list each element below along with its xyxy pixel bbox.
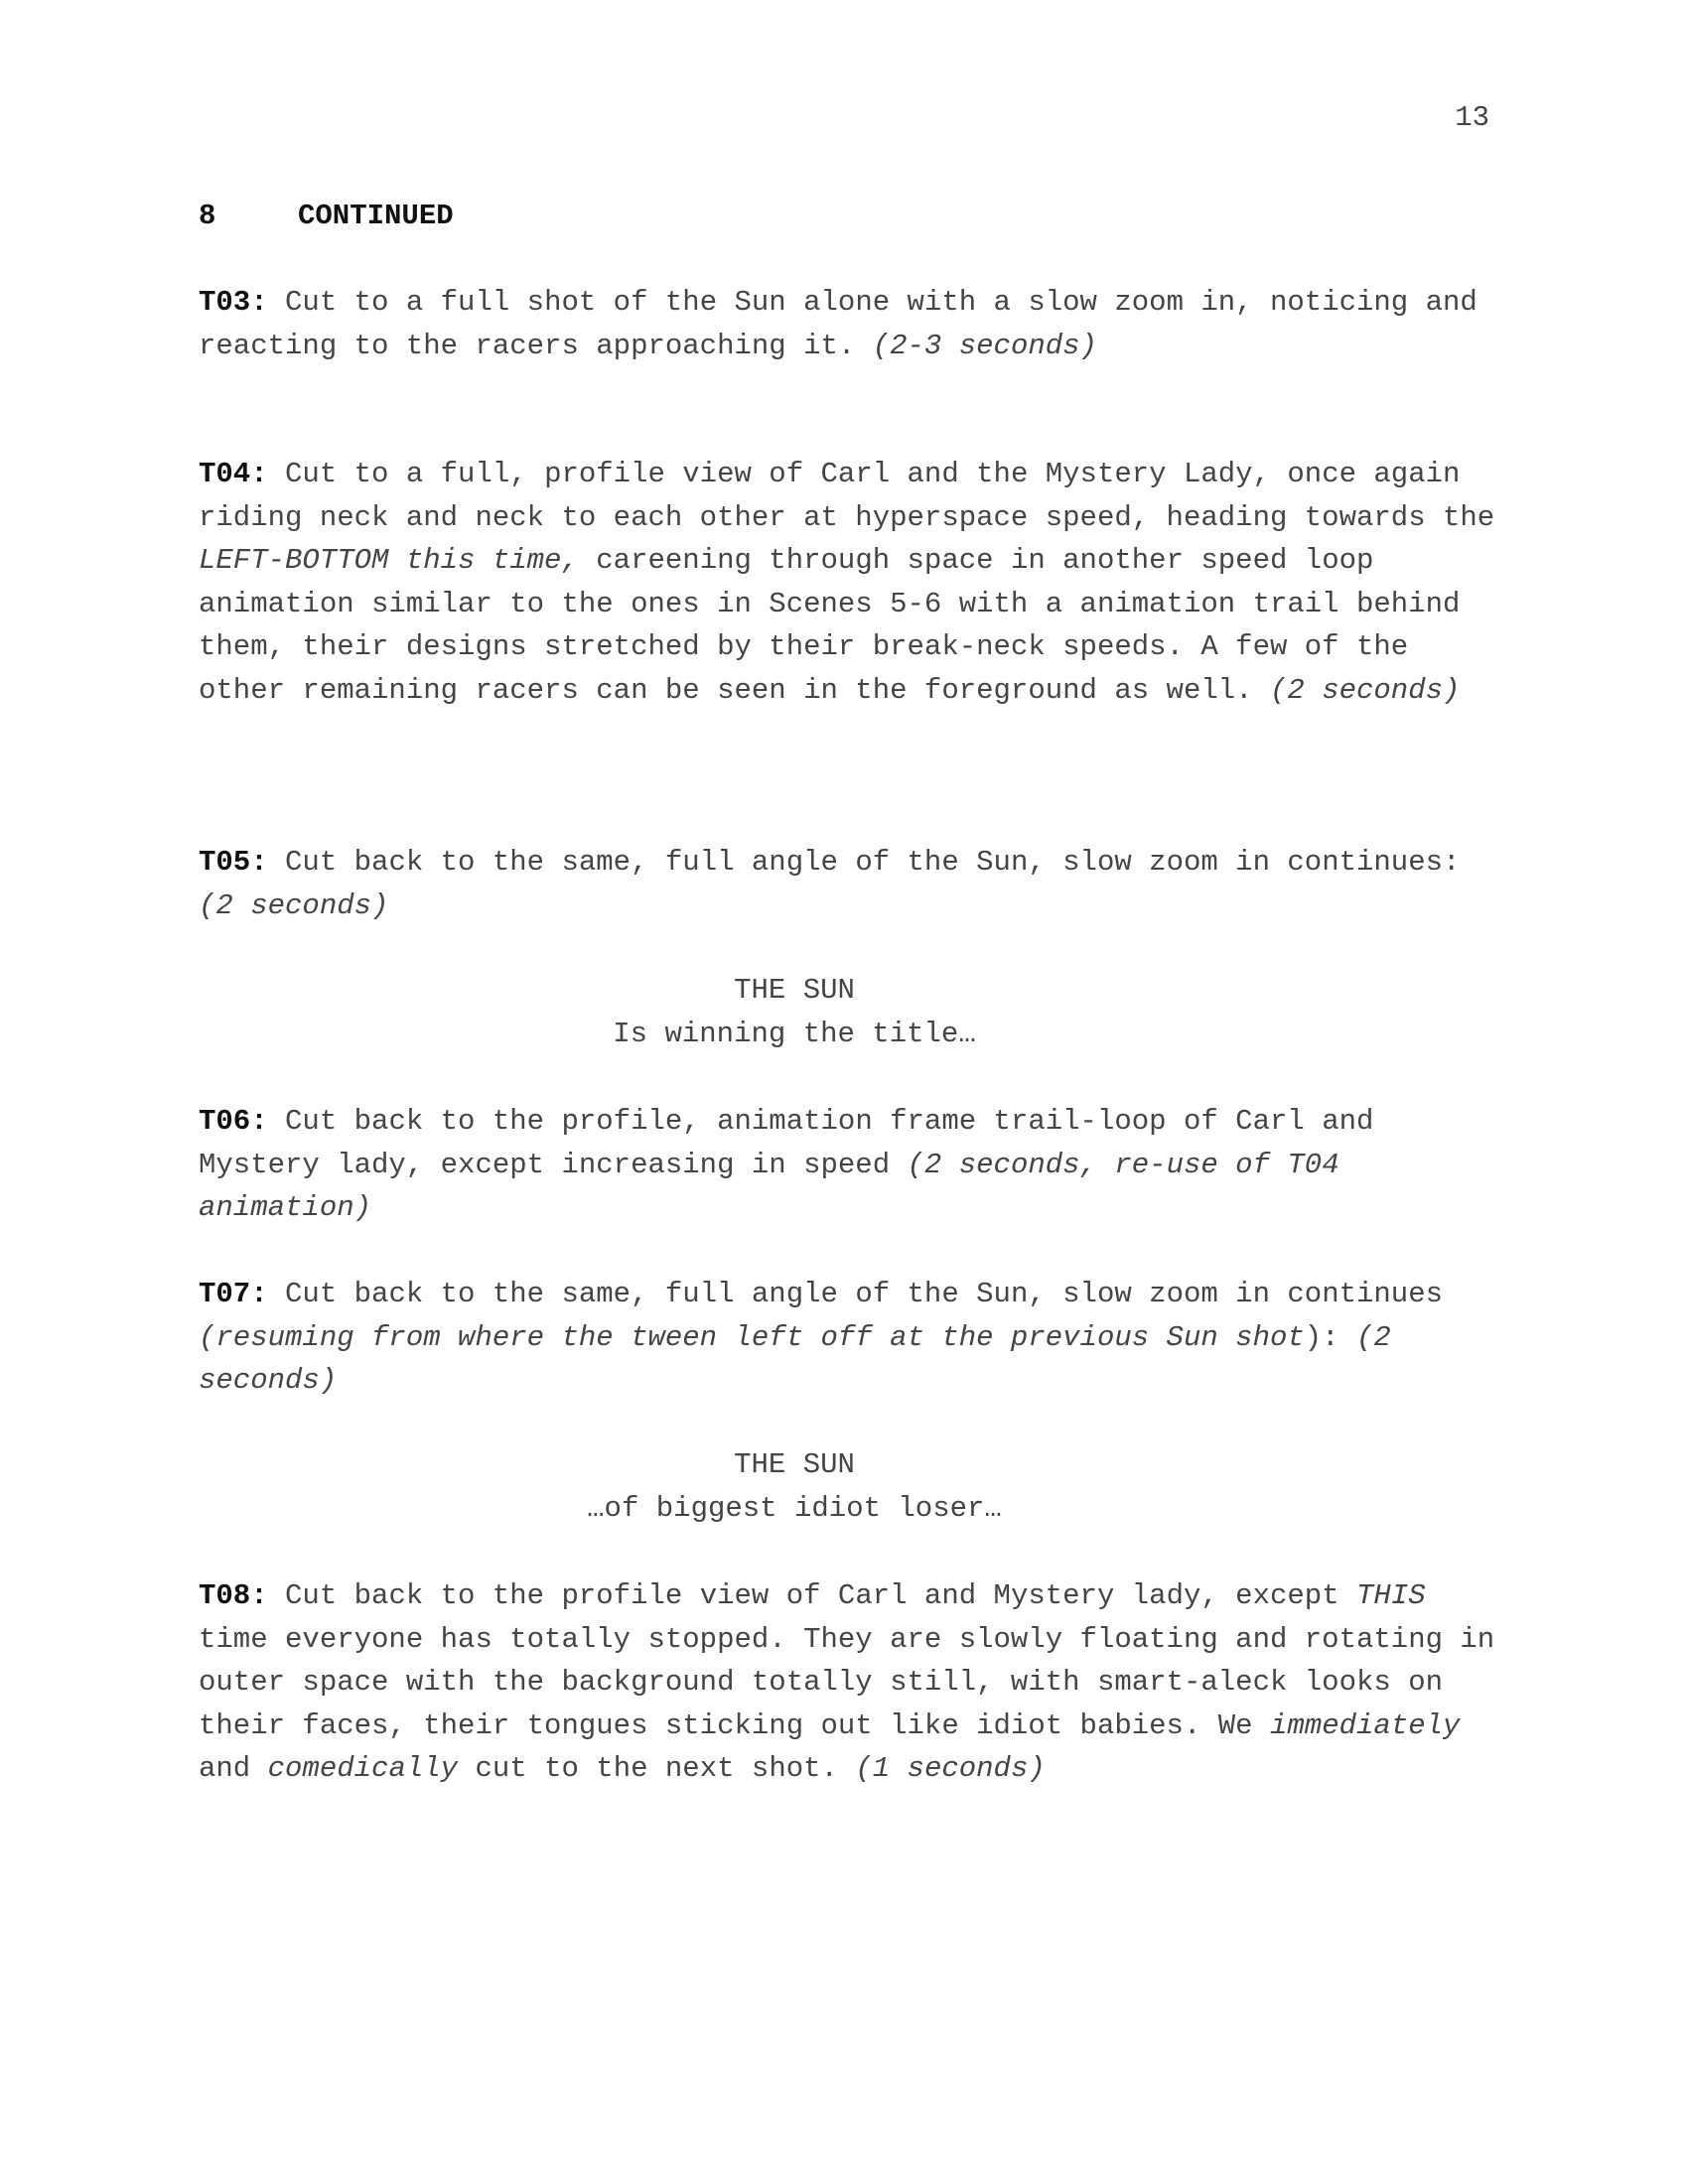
shot-id: T07:	[199, 1278, 268, 1310]
shot-text: Cut back to the same, full angle of the Sun, slow zoom in continues	[267, 1278, 1444, 1310]
shot-t06	[199, 1100, 1499, 1230]
shot-emphasis: THIS	[1356, 1579, 1426, 1612]
shot-timing: (2 seconds)	[1269, 673, 1461, 707]
dialogue-sun-2	[0, 1443, 1589, 1530]
shot-text: ):	[1304, 1320, 1356, 1354]
dialogue-sun-1	[0, 969, 1589, 1055]
shot-t05	[199, 841, 1499, 927]
shot-text: Cut back to the profile view of Carl and Mystery lady, except	[267, 1579, 1357, 1612]
dialogue-speaker: THE SUN	[734, 974, 855, 1007]
shot-text: Cut to a full, profile view of Carl and the Mystery Lady, once again riding neck and neck to each other at hyperspace speed, heading towards the	[199, 458, 1495, 534]
shot-id: T08:	[199, 1579, 268, 1612]
scene-heading	[199, 195, 454, 238]
shot-text: cut to the next shot.	[458, 1752, 856, 1786]
shot-text: Cut back to the profile, animation frame trail-loop of Carl and Mystery lady, except increasing in speed	[199, 1105, 1374, 1181]
shot-emphasis: comedically	[267, 1752, 459, 1786]
shot-text: Cut to a full shot of the Sun alone with a slow zoom in, noticing and reacting to the racers approaching it.	[199, 286, 1477, 362]
shot-emphasis: LEFT-BOTTOM this time,	[199, 544, 579, 578]
shot-t07	[199, 1273, 1499, 1403]
shot-timing: (2-3 seconds)	[872, 329, 1097, 362]
dialogue-line: …of biggest idiot loser…	[587, 1491, 1002, 1525]
shot-text: careening through space in another speed loop animation similar to the ones in Scenes 5-6 with a animation trail behind them, their designs stretched by their break-neck speeds. A few of the other remaining racers can be seen in the foreground as well.	[199, 544, 1461, 707]
shot-timing: (2 seconds, re-use of T04 animation)	[199, 1148, 1339, 1225]
shot-t04	[199, 453, 1499, 713]
scene-number: 8	[199, 200, 216, 232]
dialogue-line: Is winning the title…	[613, 1017, 976, 1050]
shot-id: T04:	[199, 458, 268, 490]
shot-text: and	[199, 1752, 268, 1786]
shot-id: T03:	[199, 286, 268, 319]
shot-emphasis: (resuming from where the tween left off at the previous Sun shot	[199, 1320, 1305, 1354]
scene-label: CONTINUED	[298, 200, 454, 232]
shot-text: Cut back to the same, full angle of the Sun, slow zoom in continues:	[267, 846, 1461, 879]
shot-id: T05:	[199, 846, 268, 879]
shot-t03	[199, 281, 1499, 367]
page-number: 13	[1455, 101, 1489, 134]
dialogue-speaker: THE SUN	[734, 1448, 855, 1481]
shot-emphasis: immediately	[1269, 1708, 1461, 1742]
shot-timing: (1 seconds)	[855, 1752, 1046, 1786]
shot-timing: (2 seconds)	[199, 1320, 1391, 1398]
shot-id: T06:	[199, 1105, 268, 1138]
shot-timing: (2 seconds)	[199, 888, 389, 922]
shot-text: time everyone has totally stopped. They are slowly floating and rotating in outer space with the background totally still, with smart-aleck looks on their faces, their tongues sticking out like idiot babies. We	[199, 1622, 1495, 1742]
shot-t08	[199, 1574, 1499, 1791]
